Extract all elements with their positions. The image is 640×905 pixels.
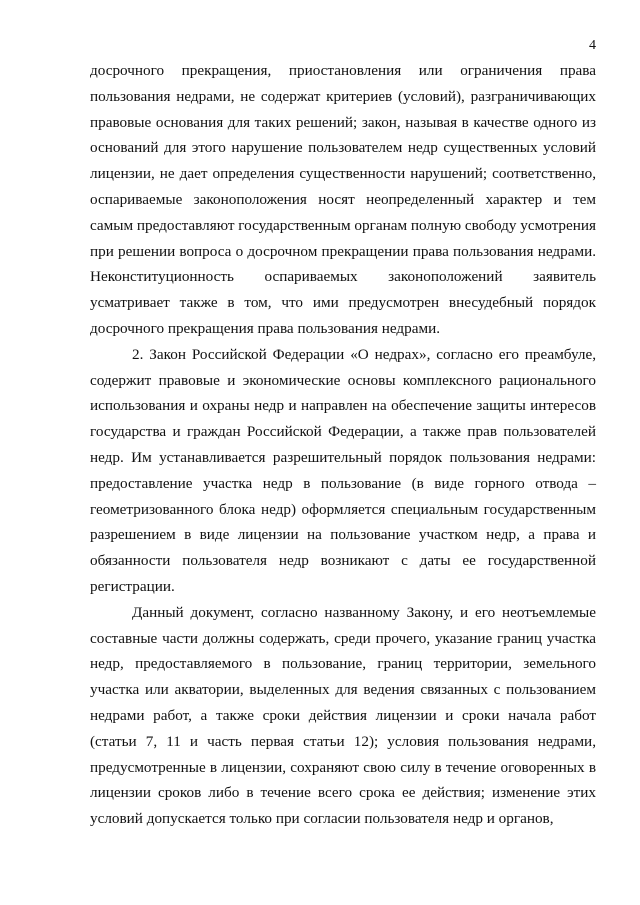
paragraph-continuation: досрочного прекращения, приостановления или ограничения права пользования недрами, не содержат критериев (условий), разграничивающих правовые основания для таких решений; закон, называя в качестве одного из оснований для этого нарушение пользователем недр существенных условий лицензии, не дает определения существенности нарушений; соответственно, оспариваемые законоположения носят неопределенный характер и тем самым предоставляют государственным органам полную свободу усмотрения при решении вопроса о досрочном прекращении права пользования недрами. Неконституционность оспариваемых законоположений заявитель усматривает также в том, что ими предусмотрен внесудебный порядок досрочного прекращения права пользования недрами. bbox=[90, 62, 596, 337]
document-body bbox=[90, 58, 596, 832]
paragraph-section-2: 2. Закон Российской Федерации «О недрах», согласно его преамбуле, содержит правовые и экономические основы комплексного рационального использования и охраны недр и направлен на обеспечение защиты интересов государства и граждан Российской Федерации, а также прав пользователей недр. Им устанавливается разрешительный порядок пользования недрами: предоставление участка недр в пользование (в виде горного отвода – геометризованного блока недр) оформляется специальным государственным разрешением в виде лицензии на пользование участком недр, а права и обязанности пользователя недр возникают с даты ее государственной регистрации. bbox=[90, 345, 596, 595]
page-number: 4 bbox=[589, 38, 596, 53]
paragraph-license-document: Данный документ, согласно названному Закону, и его неотъемлемые составные части должны содержать, среди прочего, указание границ участка недр, предоставляемого в пользование, границ территории, земельного участка или акватории, выделенных для ведения связанных с пользованием недрами работ, а также сроки действия лицензии и сроки начала работ (статьи 7, 11 и часть первая статьи 12); условия пользования недрами, предусмотренные в лицензии, сохраняют свою силу в течение оговоренных в лицензии сроков либо в течение всего срока ее действия; изменение этих условий допускается только при согласии пользователя недр и органов, bbox=[90, 603, 596, 828]
